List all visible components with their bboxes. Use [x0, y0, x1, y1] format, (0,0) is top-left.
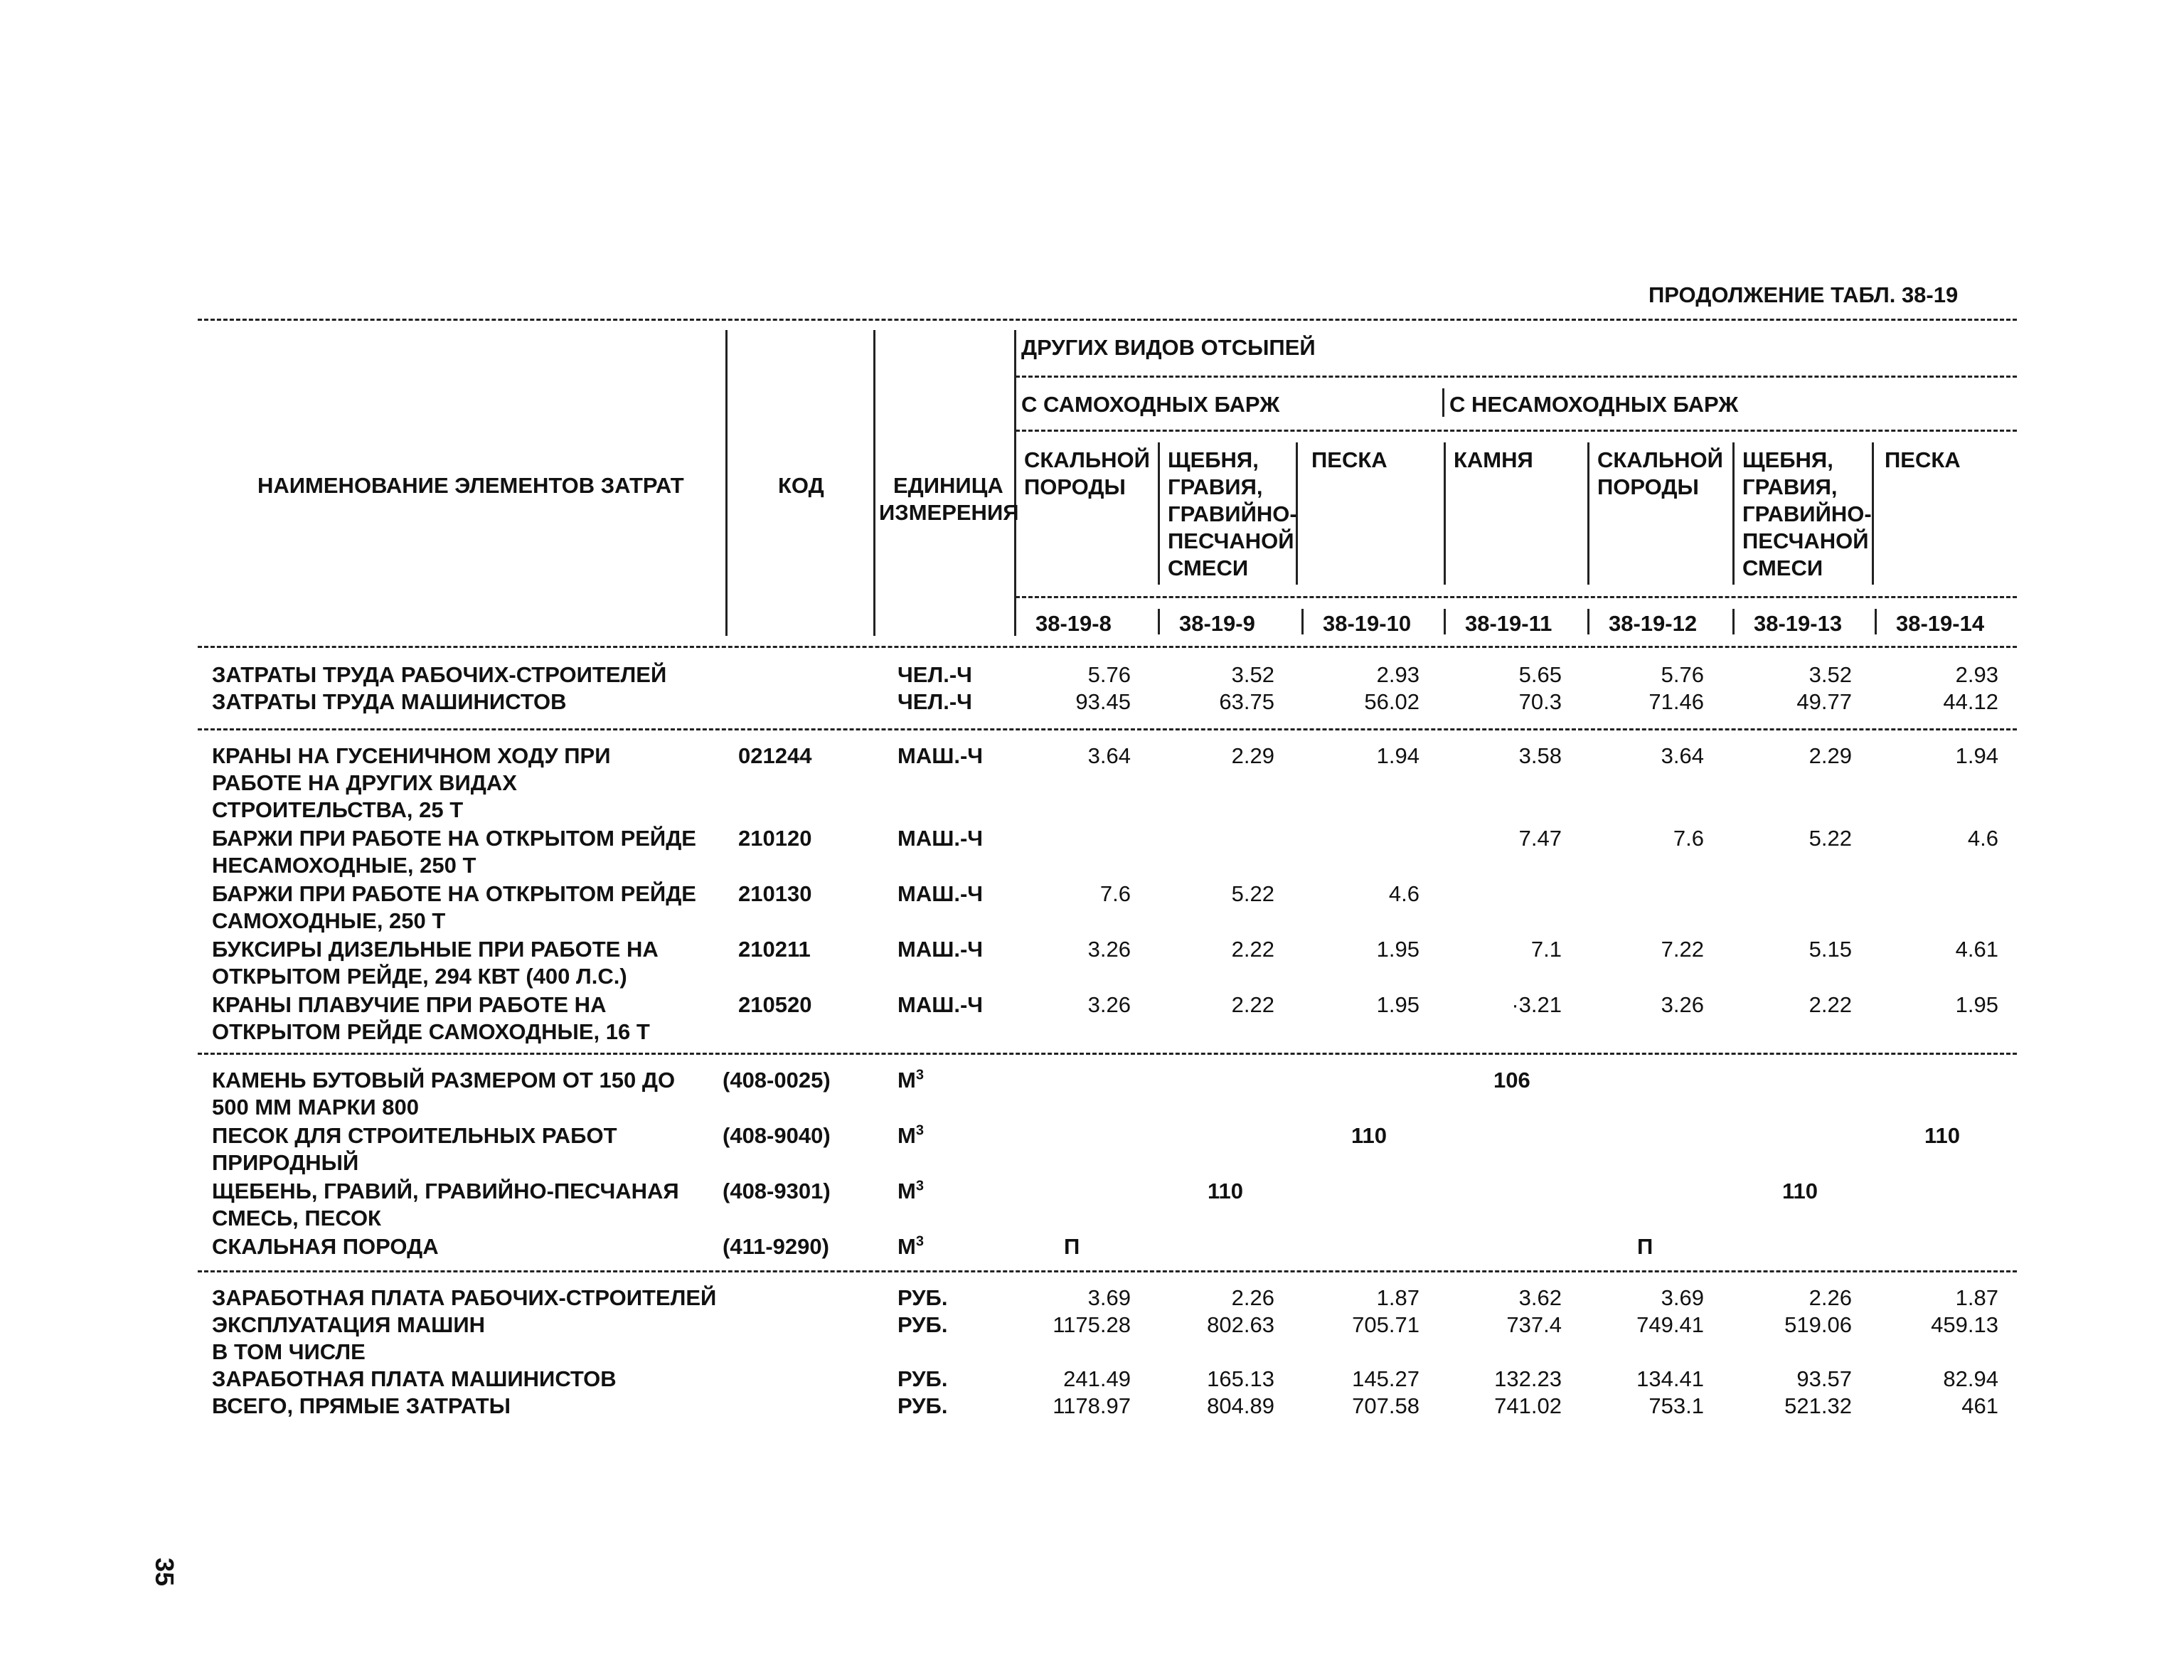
- cell-value: 93.45: [1075, 689, 1131, 714]
- row-unit: [897, 936, 983, 963]
- material-header-line: ПЕСКА: [1311, 447, 1387, 472]
- rule-header-3: [1016, 596, 2017, 598]
- cell-value: 5.65: [1518, 662, 1562, 687]
- cell-value: 110: [1924, 1123, 1961, 1148]
- row-name: БАРЖИ ПРИ РАБОТЕ НА ОТКРЫТОМ РЕЙДЕ: [212, 826, 696, 851]
- cell-value: 7.6: [1099, 881, 1131, 906]
- cell-value: 2.93: [1955, 662, 1998, 687]
- row-unit: [897, 1067, 924, 1094]
- bar-code-6: [1875, 609, 1877, 634]
- cell-value: 3.26: [1087, 992, 1131, 1017]
- bar-unit-data: [1014, 330, 1016, 636]
- cell-value: 753.1: [1648, 1393, 1704, 1418]
- cell-value: 3.64: [1087, 743, 1131, 768]
- bar-c3-c4: [1444, 442, 1446, 585]
- row-code: (411-9290): [723, 1234, 829, 1259]
- rule-header-1: [1016, 376, 2017, 378]
- row-code: 210130: [738, 881, 812, 906]
- row-name: СКАЛЬНАЯ ПОРОДА: [212, 1234, 439, 1259]
- material-header-line: ЩЕБНЯ,: [1168, 447, 1259, 472]
- material-header-line: СКАЛЬНОЙ: [1024, 447, 1150, 472]
- row-unit: [897, 743, 983, 770]
- cell-value: 44.12: [1943, 689, 1998, 714]
- cell-value: 2.26: [1231, 1285, 1274, 1310]
- cell-value: 1178.97: [1053, 1393, 1131, 1418]
- row-unit-superscript: 3: [915, 1178, 924, 1194]
- cell-value: 804.89: [1207, 1393, 1274, 1418]
- rule-after-machines: [198, 1053, 2017, 1055]
- row-unit-text: М: [897, 1179, 916, 1203]
- row-unit: [897, 1366, 947, 1393]
- cell-value: 63.75: [1219, 689, 1274, 714]
- row-name: БУКСИРЫ ДИЗЕЛЬНЫЕ ПРИ РАБОТЕ НА: [212, 937, 659, 962]
- material-header-line: ПЕСКА: [1885, 447, 1961, 472]
- cell-value: 165.13: [1207, 1366, 1274, 1391]
- cell-value: 7.22: [1661, 937, 1704, 962]
- bar-c1-c2: [1158, 442, 1160, 585]
- header-unit-1: ЕДИНИЦА: [893, 473, 1003, 498]
- cell-value: 705.71: [1352, 1312, 1419, 1337]
- row-unit: [897, 1312, 947, 1339]
- row-name: В ТОМ ЧИСЛЕ: [212, 1339, 366, 1364]
- cell-value: 4.6: [1388, 881, 1419, 906]
- column-code: 38-19-12: [1609, 611, 1698, 636]
- cell-value: 459.13: [1931, 1312, 1998, 1337]
- cell-value: ·3.21: [1511, 992, 1562, 1017]
- row-unit-text: МАШ.-Ч: [897, 826, 984, 851]
- row-unit-text: МАШ.-Ч: [897, 881, 984, 906]
- row-unit: [897, 689, 972, 716]
- cell-value: 1.87: [1376, 1285, 1419, 1310]
- cell-value: 7.47: [1518, 826, 1562, 851]
- row-unit: [897, 1233, 924, 1260]
- row-unit-superscript: 3: [915, 1122, 924, 1139]
- row-name: ЗАРАБОТНАЯ ПЛАТА РАБОЧИХ-СТРОИТЕЛЕЙ: [212, 1285, 717, 1310]
- row-unit: [897, 991, 983, 1019]
- cell-value: 3.26: [1087, 937, 1131, 962]
- cell-value: 3.52: [1809, 662, 1852, 687]
- cell-value: 802.63: [1207, 1312, 1274, 1337]
- row-unit-text: РУБ.: [897, 1366, 948, 1391]
- row-name: БАРЖИ ПРИ РАБОТЕ НА ОТКРЫТОМ РЕЙДЕ: [212, 881, 696, 906]
- bar-code-unit: [873, 330, 875, 636]
- cell-value: 2.26: [1809, 1285, 1852, 1310]
- row-unit-text: МАШ.-Ч: [897, 937, 984, 962]
- material-header-line: СКАЛЬНОЙ: [1597, 447, 1723, 472]
- cell-value: 521.32: [1784, 1393, 1852, 1418]
- cell-value: 5.22: [1231, 881, 1274, 906]
- rule-after-materials: [198, 1270, 2017, 1272]
- cell-value: П: [1637, 1234, 1653, 1259]
- row-name: ОТКРЫТОМ РЕЙДЕ, 294 КВТ (400 Л.С.): [212, 964, 627, 989]
- row-unit: [897, 1285, 947, 1312]
- row-unit: [897, 1178, 924, 1205]
- header-unit-2: ИЗМЕРЕНИЯ: [879, 500, 1019, 525]
- cell-value: 110: [1208, 1179, 1244, 1203]
- row-unit-text: МАШ.-Ч: [897, 743, 984, 768]
- row-unit-text: ЧЕЛ.-Ч: [897, 662, 972, 687]
- cell-value: 3.69: [1661, 1285, 1704, 1310]
- rule-after-labor: [198, 728, 2017, 730]
- rule-header-2: [1016, 430, 2017, 432]
- cell-value: 7.1: [1530, 937, 1562, 962]
- cell-value: 737.4: [1506, 1312, 1562, 1337]
- header-group-nonself: С НЕСАМОХОДНЫХ БАРЖ: [1449, 392, 1739, 417]
- bar-c6-right: [1872, 442, 1874, 585]
- row-name: ЗАТРАТЫ ТРУДА МАШИНИСТОВ: [212, 689, 567, 714]
- bar-c5-c6: [1732, 442, 1735, 585]
- row-name: КРАНЫ ПЛАВУЧИЕ ПРИ РАБОТЕ НА: [212, 992, 607, 1017]
- header-group-top: ДРУГИХ ВИДОВ ОТСЫПЕЙ: [1021, 335, 1316, 360]
- row-unit-text: МАШ.-Ч: [897, 992, 984, 1017]
- cell-value: 93.57: [1796, 1366, 1852, 1391]
- row-name: КРАНЫ НА ГУСЕНИЧНОМ ХОДУ ПРИ: [212, 743, 611, 768]
- row-unit-superscript: 3: [915, 1233, 924, 1250]
- row-unit-text: ЧЕЛ.-Ч: [897, 689, 972, 714]
- cell-value: 145.27: [1352, 1366, 1419, 1391]
- rule-top: [198, 319, 2017, 321]
- cell-value: 1.87: [1955, 1285, 1998, 1310]
- cell-value: 2.22: [1231, 937, 1274, 962]
- cell-value: 5.76: [1661, 662, 1704, 687]
- column-code: 38-19-8: [1035, 611, 1112, 636]
- row-code: 210211: [738, 937, 811, 962]
- row-unit: [897, 825, 983, 852]
- cell-value: 3.52: [1231, 662, 1274, 687]
- cell-value: 106: [1493, 1068, 1530, 1092]
- bar-code-1: [1158, 609, 1160, 634]
- cell-value: 3.62: [1518, 1285, 1562, 1310]
- row-name: ВСЕГО, ПРЯМЫЕ ЗАТРАТЫ: [212, 1393, 511, 1418]
- cell-value: 3.69: [1087, 1285, 1131, 1310]
- row-unit-text: РУБ.: [897, 1393, 948, 1418]
- row-unit-text: М: [897, 1234, 916, 1259]
- cell-value: 241.49: [1063, 1366, 1131, 1391]
- row-name: ПЕСОК ДЛЯ СТРОИТЕЛЬНЫХ РАБОТ: [212, 1123, 617, 1148]
- material-header-line: ПЕСЧАНОЙ: [1742, 528, 1869, 553]
- row-code: (408-0025): [723, 1068, 831, 1092]
- cell-value: 1.94: [1376, 743, 1419, 768]
- row-name: НЕСАМОХОДНЫЕ, 250 Т: [212, 853, 476, 878]
- cell-value: 2.93: [1376, 662, 1419, 687]
- bar-code-5: [1732, 609, 1735, 634]
- row-name: ОТКРЫТОМ РЕЙДЕ САМОХОДНЫЕ, 16 Т: [212, 1019, 650, 1044]
- material-header-line: ГРАВИЙНО-: [1742, 501, 1872, 526]
- row-code: 210520: [738, 992, 812, 1017]
- column-code: 38-19-9: [1179, 611, 1255, 636]
- cell-value: 461: [1961, 1393, 1998, 1418]
- cell-value: 741.02: [1494, 1393, 1562, 1418]
- material-header-line: ПОРОДЫ: [1597, 474, 1699, 499]
- row-code: 210120: [738, 826, 812, 851]
- rule-header-bottom: [198, 646, 2017, 648]
- row-name: ЗАРАБОТНАЯ ПЛАТА МАШИНИСТОВ: [212, 1366, 617, 1391]
- row-unit: [897, 661, 972, 689]
- row-unit: [897, 1393, 947, 1420]
- bar-code-4: [1587, 609, 1589, 634]
- row-name: ЗАТРАТЫ ТРУДА РАБОЧИХ-СТРОИТЕЛЕЙ: [212, 662, 667, 687]
- bar-code-2: [1301, 609, 1304, 634]
- material-header-line: ГРАВИЯ,: [1168, 474, 1263, 499]
- row-unit: [897, 881, 983, 908]
- bar-code-3: [1444, 609, 1446, 634]
- table-caption: ПРОДОЛЖЕНИЕ ТАБЛ. 38-19: [1648, 282, 1959, 307]
- column-code: 38-19-10: [1323, 611, 1412, 636]
- row-code: (408-9040): [723, 1123, 831, 1148]
- row-unit: [897, 1122, 924, 1149]
- material-header-line: ПЕСЧАНОЙ: [1168, 528, 1294, 553]
- material-header-line: КАМНЯ: [1454, 447, 1533, 472]
- cell-value: 707.58: [1352, 1393, 1419, 1418]
- cell-value: 2.22: [1809, 992, 1852, 1017]
- row-unit-text: М: [897, 1123, 916, 1148]
- row-code: 021244: [738, 743, 812, 768]
- cell-value: 5.15: [1809, 937, 1852, 962]
- cell-value: П: [1064, 1234, 1080, 1259]
- cell-value: 7.6: [1673, 826, 1704, 851]
- cell-value: 70.3: [1518, 689, 1562, 714]
- material-header-line: ГРАВИЯ,: [1742, 474, 1838, 499]
- cell-value: 3.26: [1661, 992, 1704, 1017]
- bar-name-code: [725, 330, 728, 636]
- row-name: СТРОИТЕЛЬСТВА, 25 Т: [212, 797, 464, 822]
- material-header-line: СМЕСИ: [1742, 555, 1823, 580]
- material-header-line: ЩЕБНЯ,: [1742, 447, 1833, 472]
- row-name: ПРИРОДНЫЙ: [212, 1150, 359, 1175]
- row-name: 500 ММ МАРКИ 800: [212, 1095, 420, 1120]
- column-code: 38-19-14: [1896, 611, 1985, 636]
- row-code: (408-9301): [723, 1179, 831, 1203]
- bar-c4-c5: [1587, 442, 1589, 585]
- cell-value: 71.46: [1648, 689, 1704, 714]
- header-group-self: С САМОХОДНЫХ БАРЖ: [1021, 392, 1280, 417]
- row-unit-superscript: 3: [915, 1067, 924, 1083]
- cell-value: 2.29: [1809, 743, 1852, 768]
- cell-value: 1.95: [1376, 992, 1419, 1017]
- cell-value: 82.94: [1943, 1366, 1998, 1391]
- row-name: ЩЕБЕНЬ, ГРАВИЙ, ГРАВИЙНО-ПЕСЧАНАЯ: [212, 1179, 679, 1203]
- material-header-line: ПОРОДЫ: [1024, 474, 1126, 499]
- material-header-line: ГРАВИЙНО-: [1168, 501, 1297, 526]
- cell-value: 1175.28: [1053, 1312, 1131, 1337]
- cell-value: 5.76: [1087, 662, 1131, 687]
- page-number: 35: [150, 1558, 179, 1587]
- cell-value: 4.6: [1967, 826, 1998, 851]
- column-code: 38-19-13: [1754, 611, 1843, 636]
- bar-self-nonself: [1442, 388, 1444, 417]
- cell-value: 3.64: [1661, 743, 1704, 768]
- cell-value: 5.22: [1809, 826, 1852, 851]
- cell-value: 4.61: [1955, 937, 1998, 962]
- row-unit-text: М: [897, 1068, 916, 1092]
- cell-value: 2.29: [1231, 743, 1274, 768]
- header-name: НАИМЕНОВАНИЕ ЭЛЕМЕНТОВ ЗАТРАТ: [257, 473, 684, 498]
- cell-value: 110: [1351, 1123, 1387, 1148]
- row-unit-text: РУБ.: [897, 1285, 948, 1310]
- cell-value: 519.06: [1784, 1312, 1852, 1337]
- cell-value: 1.95: [1376, 937, 1419, 962]
- row-name: РАБОТЕ НА ДРУГИХ ВИДАХ: [212, 770, 517, 795]
- cell-value: 132.23: [1494, 1366, 1562, 1391]
- cell-value: 1.95: [1955, 992, 1998, 1017]
- row-name: САМОХОДНЫЕ, 250 Т: [212, 908, 446, 933]
- cell-value: 110: [1782, 1179, 1818, 1203]
- row-name: ЭКСПЛУАТАЦИЯ МАШИН: [212, 1312, 486, 1337]
- cell-value: 749.41: [1636, 1312, 1704, 1337]
- cell-value: 2.22: [1231, 992, 1274, 1017]
- cell-value: 3.58: [1518, 743, 1562, 768]
- cell-value: 49.77: [1796, 689, 1852, 714]
- material-header-line: СМЕСИ: [1168, 555, 1249, 580]
- row-unit-text: РУБ.: [897, 1312, 948, 1337]
- cell-value: 56.02: [1364, 689, 1419, 714]
- row-name: КАМЕНЬ БУТОВЫЙ РАЗМЕРОМ ОТ 150 ДО: [212, 1068, 676, 1092]
- column-code: 38-19-11: [1465, 611, 1552, 636]
- cell-value: 1.94: [1955, 743, 1998, 768]
- header-code: КОД: [778, 473, 824, 498]
- cell-value: 134.41: [1636, 1366, 1704, 1391]
- row-name: СМЕСЬ, ПЕСОК: [212, 1206, 381, 1230]
